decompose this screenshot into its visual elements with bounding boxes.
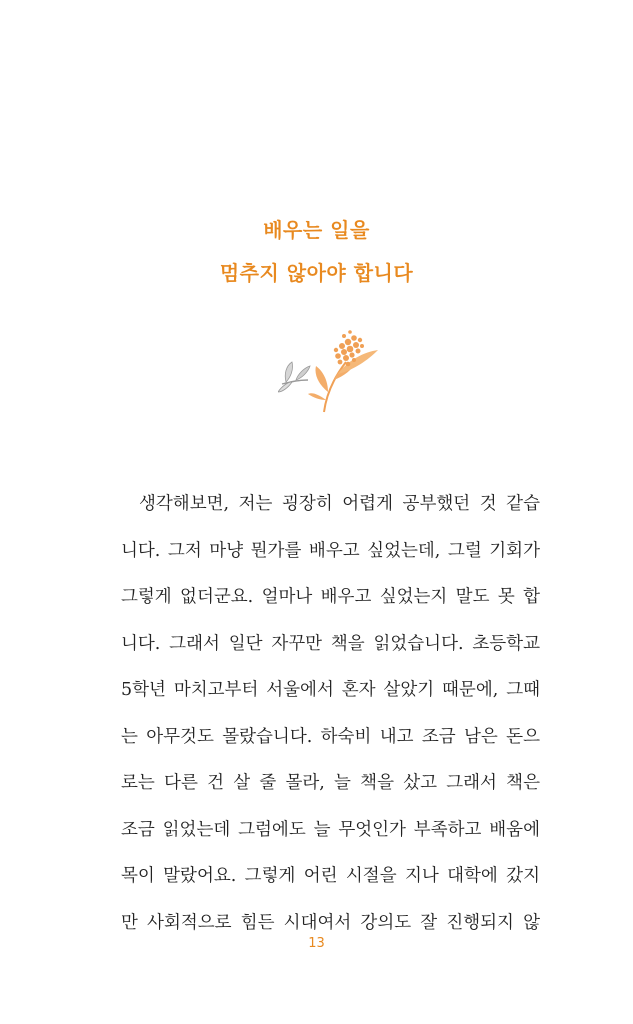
body-line: 목이 말랐어요. 그렇게 어린 시절을 지나 대학에 갔지: [121, 866, 540, 886]
body-line: 로는 다른 건 살 줄 몰라, 늘 책을 샀고 그래서 책은: [121, 773, 540, 793]
body-line: 생각해보면, 저는 굉장히 어렵게 공부했던 것 같습: [139, 494, 540, 514]
body-line: 조금 읽었는데 그럼에도 늘 무엇인가 부족하고 배움에: [121, 819, 540, 840]
page-number: 13: [308, 936, 325, 951]
body-line: 그렇게 없더군요. 얼마나 배우고 싶었는지 말도 못 합: [121, 587, 540, 607]
body-line: 니다. 그래서 일단 자꾸만 책을 읽었습니다. 초등학교: [121, 633, 540, 654]
chapter-title-line-2: 멈추지 않아야 합니다: [219, 261, 414, 285]
body-line: 만 사회적으로 힘든 시대여서 강의도 잘 진행되지 않: [121, 912, 540, 933]
body-line: 니다. 그저 마냥 뭔가를 배우고 싶었는데, 그럴 기회가: [121, 540, 540, 561]
body-line: 5학년 마치고부터 서울에서 혼자 살았기 때문에, 그때: [121, 680, 540, 700]
body-line: 는 아무것도 몰랐습니다. 하숙비 내고 조금 남은 돈으: [121, 726, 540, 747]
flower-sprig-icon: [278, 322, 386, 416]
body-paragraph: [121, 487, 540, 952]
chapter-title-line-1: 배우는 일을: [263, 218, 370, 242]
